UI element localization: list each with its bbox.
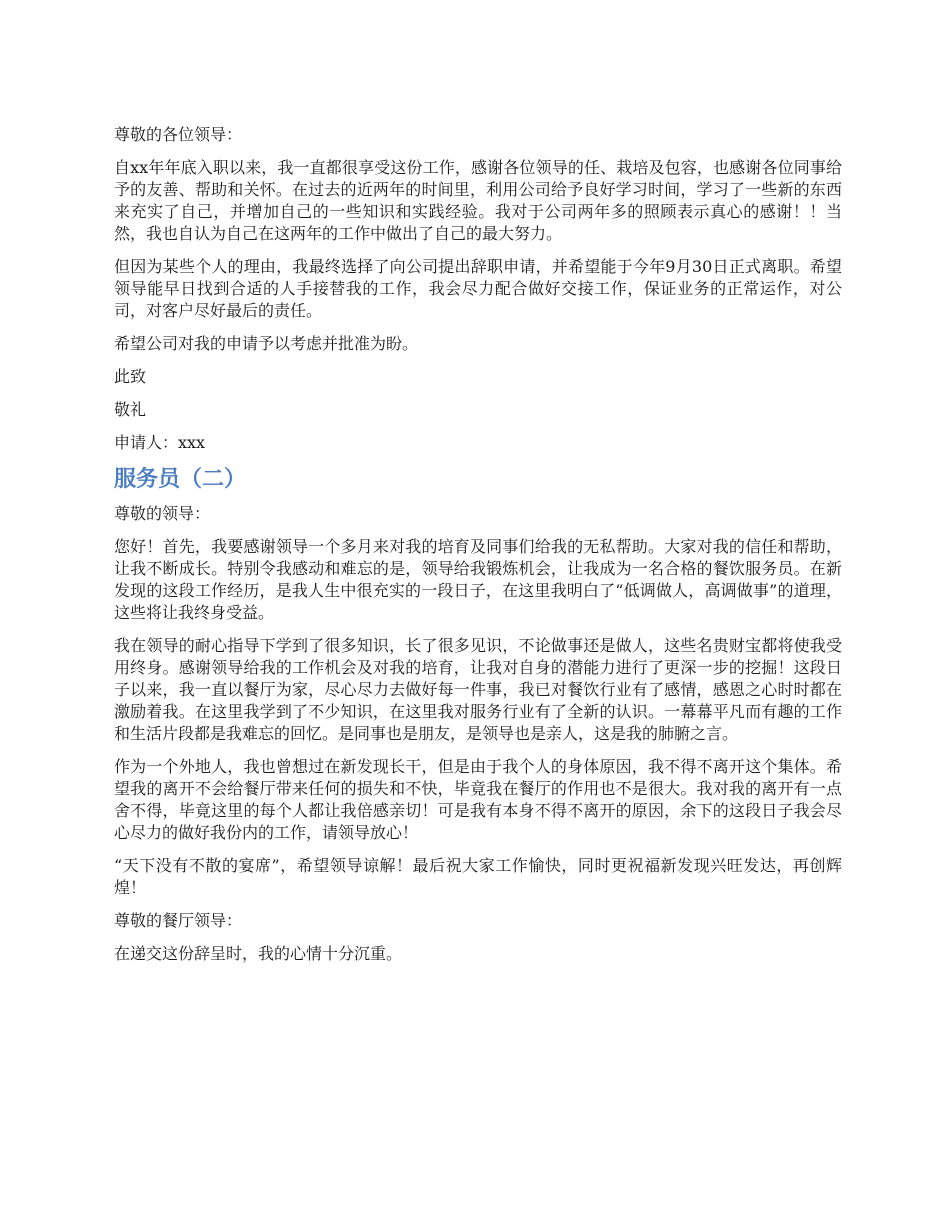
letter1-closing-regards: 敬礼 xyxy=(114,400,147,419)
letter1-closing-salutation: 此致 xyxy=(114,367,147,386)
letter1-paragraph-1: 自xx年年底入职以来，我一直都很享受这份工作，感谢各位领导的任、栽培及包容，也感谢各位同事给予的友善、帮助和关怀。在过去的近两年的时间里，利用公司给予良好学习时间，学习了一些新的东西来充实了自己，并增加自己的一些知识和实践经验。我对于公司两年多的照顾表示真心的感谢！！当然，我也自认为自己在这两年的工作中做出了自己的最大努力。 xyxy=(114,158,842,243)
letter2-greeting: 尊敬的领导： xyxy=(114,504,211,523)
letter2-paragraph-4: “天下没有不散的宴席”，希望领导谅解！最后祝大家工作愉快，同时更祝福新发现兴旺发达，再创辉煌！ xyxy=(114,856,842,897)
letter2-paragraph-1: 您好！首先，我要感谢领导一个多月来对我的培育及同事们给我的无私帮助。大家对我的信任和帮助，让我不断成长。特别令我感动和难忘的是，领导给我锻炼机会，让我成为一名合格的餐饮服务员。在新发现的这段工作经历，是我人生中很充实的一段日子，在这里我明白了“低调做人，高调做事”的道理，这些将让我终身受益。 xyxy=(114,537,842,622)
letter1-paragraph-3: 希望公司对我的申请予以考虑并批准为盼。 xyxy=(114,334,419,353)
letter2-paragraph-2: 我在领导的耐心指导下学到了很多知识，长了很多见识，不论做事还是做人，这些名贵财宝都将使我受用终身。感谢领导给我的工作机会及对我的培育，让我对自身的潜能力进行了更深一步的挖掘！这段日子以来，我一直以餐厅为家，尽心尽力去做好每一件事，我已对餐饮行业有了感情，感恩之心时时都在激励着我。在这里我学到了不少知识，在这里我对服务行业有了全新的认识。一幕幕平凡而有趣的工作和生活片段都是我难忘的回忆。是同事也是朋友，是领导也是亲人，这是我的肺腑之言。 xyxy=(114,636,842,743)
letter1-signature: 申请人：xxx xyxy=(114,433,206,452)
letter2-paragraph-3: 作为一个外地人，我也曾想过在新发现长干，但是由于我个人的身体原因，我不得不离开这个集体。希望我的离开不会给餐厅带来任何的损失和不快，毕竟我在餐厅的作用也不是很大。我对我的离开有一点舍不得，毕竟这里的每个人都让我倍感亲切！可是我有本身不得不离开的原因，余下的这段日子我会尽心尽力的做好我份内的工作，请领导放心！ xyxy=(114,757,842,842)
letter1-greeting: 尊敬的各位领导： xyxy=(114,125,243,144)
letter3-greeting: 尊敬的餐厅领导： xyxy=(114,911,243,930)
section-heading: 服务员（二） xyxy=(114,467,247,492)
document-page xyxy=(114,124,842,976)
letter1-paragraph-2: 但因为某些个人的理由，我最终选择了向公司提出辞职申请，并希望能于今年9月30日正式离职。希望领导能早日找到合适的人手接替我的工作，我会尽力配合做好交接工作，保证业务的正常运作，对公司，对客户尽好最后的责任。 xyxy=(114,257,842,320)
letter3-paragraph-1: 在递交这份辞呈时，我的心情十分沉重。 xyxy=(114,944,403,963)
